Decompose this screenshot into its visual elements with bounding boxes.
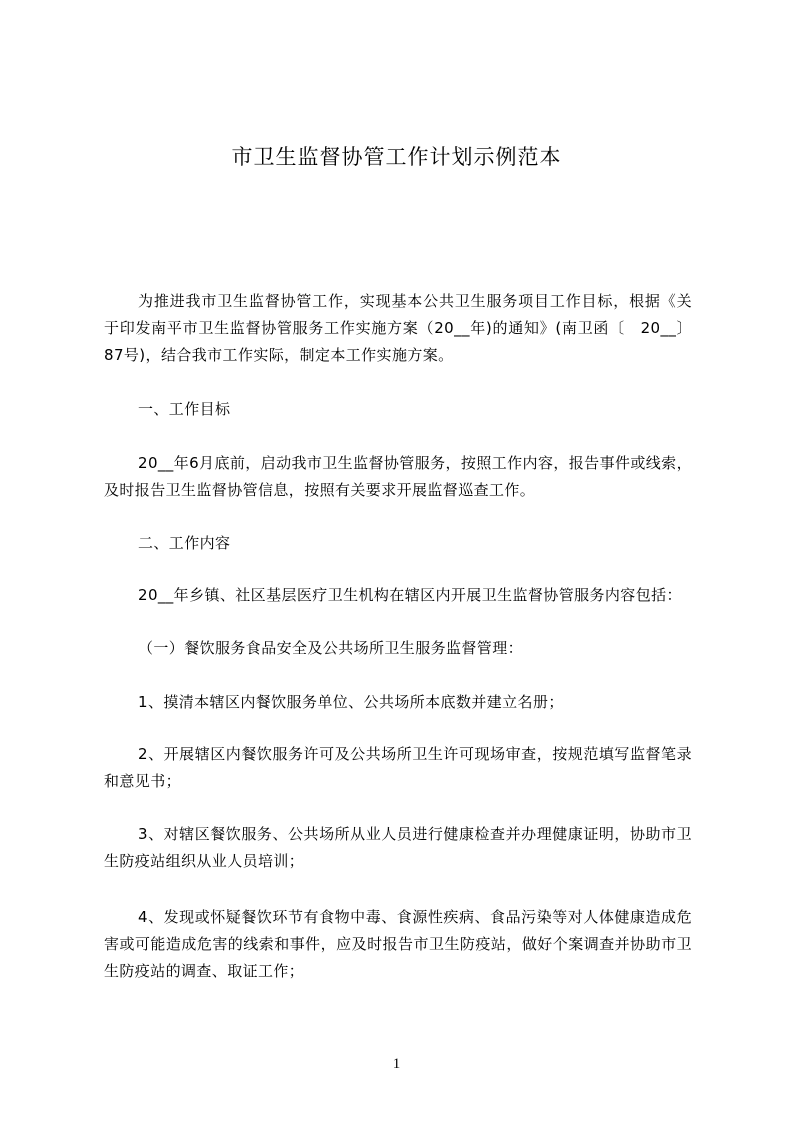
section-heading-goals: 一、工作目标 bbox=[138, 400, 231, 418]
subsection-heading-food-safety: （一）餐饮服务食品安全及公共场所卫生服务监督管理： bbox=[138, 639, 524, 657]
list-item-4: 4、发现或怀疑餐饮环节有食物中毒、食源性疾病、食品污染等对人体健康造成危害或可能造成危害的线索和事件，应及时报告市卫生防疫站，做好个案调查并协助市卫生防疫站的调查、取证工作； bbox=[104, 908, 692, 980]
list-item-2: 2、开展辖区内餐饮服务许可及公共场所卫生许可现场审查，按规范填写监督笔录和意见书； bbox=[104, 745, 692, 790]
list-item-1: 1、摸清本辖区内餐饮服务单位、公共场所本底数并建立名册； bbox=[138, 693, 564, 711]
intro-paragraph: 为推进我市卫生监督协管工作，实现基本公共卫生服务项目工作目标，根据《关于印发南平市卫生监督协管服务工作实施方案（20__年)的通知》(南卫函〔 20__〕87号)，结合我市工作实际，制定本工作实施方案。 bbox=[104, 292, 692, 364]
page-number: 1 bbox=[392, 1056, 401, 1072]
section-heading-content: 二、工作内容 bbox=[138, 534, 231, 552]
list-item-3: 3、对辖区餐饮服务、公共场所从业人员进行健康检查并办理健康证明，协助市卫生防疫站组织从业人员培训； bbox=[104, 825, 692, 870]
goals-paragraph: 20__年6月底前，启动我市卫生监督协管服务，按照工作内容，报告事件或线索，及时报告卫生监督协管信息，按照有关要求开展监督巡查工作。 bbox=[104, 454, 692, 499]
document-title: 市卫生监督协管工作计划示例范本 bbox=[231, 145, 562, 169]
content-intro-paragraph: 20__年乡镇、社区基层医疗卫生机构在辖区内开展卫生监督协管服务内容包括： bbox=[138, 586, 682, 604]
